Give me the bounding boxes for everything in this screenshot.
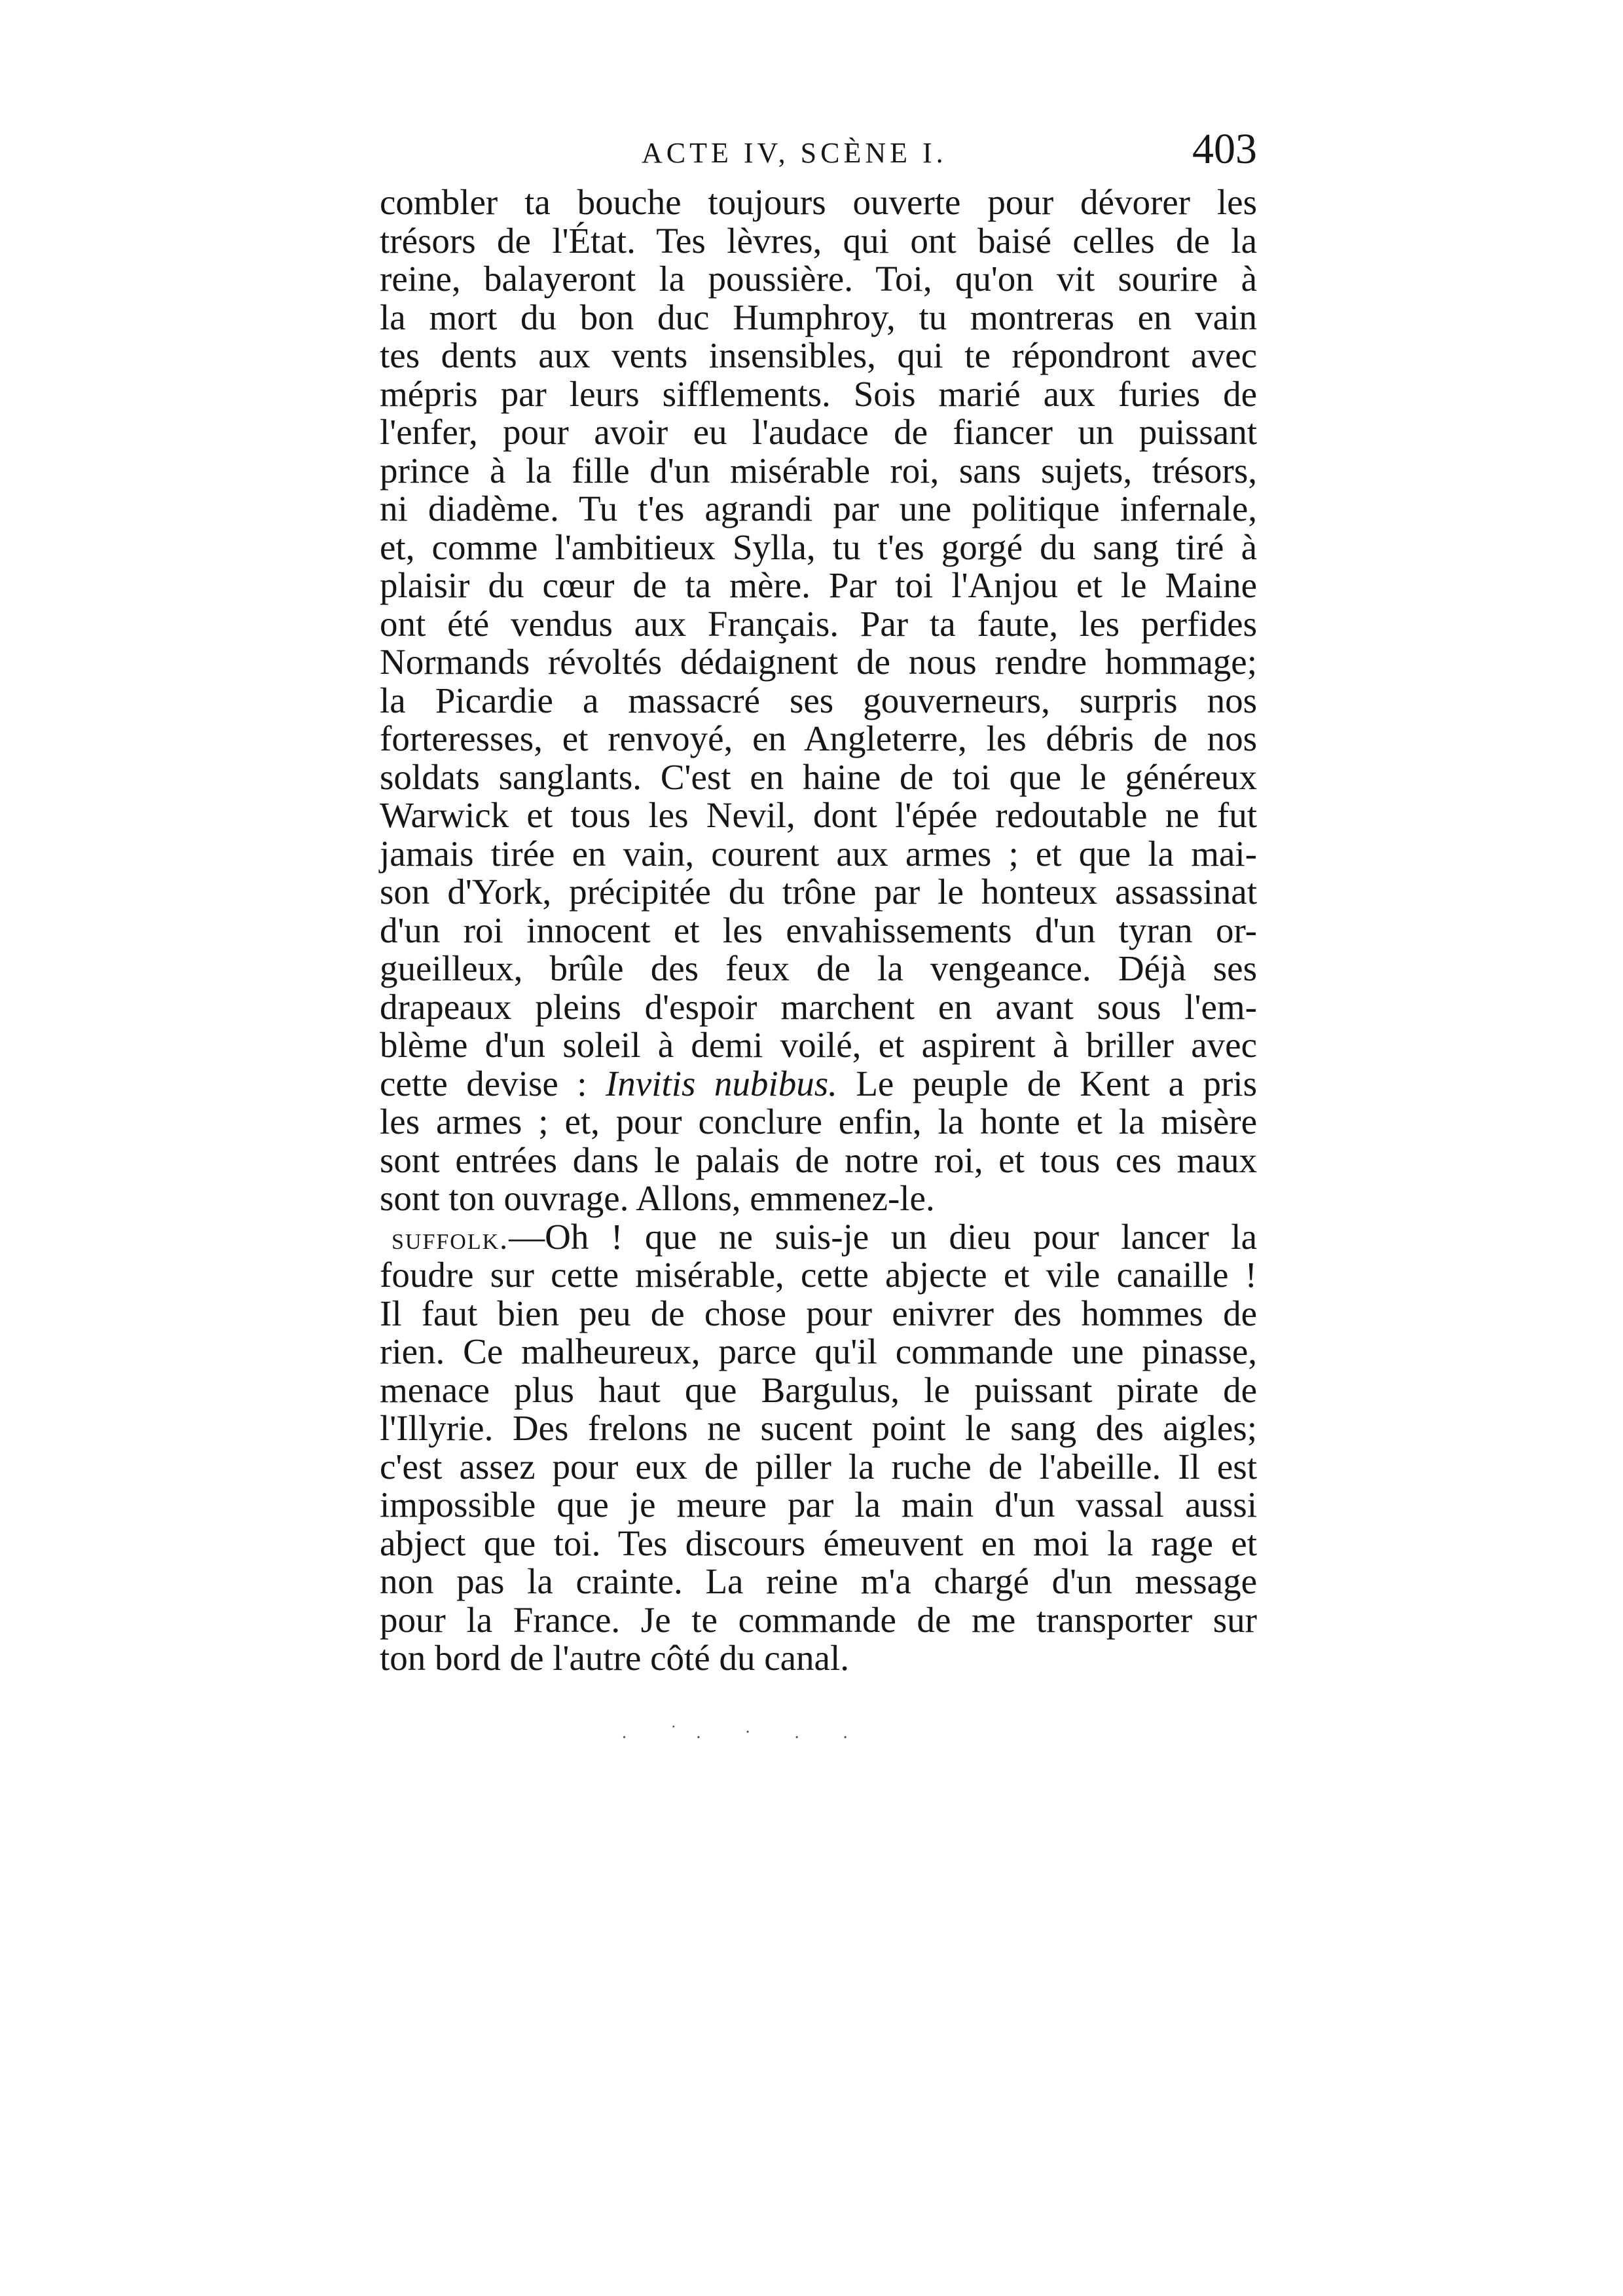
text-line: l'enfer, pour avoir eu l'audace de fiancer un puissant <box>380 412 1257 452</box>
text-line: plaisir du cœur de ta mère. Par toi l'Anjou et le Maine <box>380 565 1257 605</box>
text-line: sont entrées dans le palais de notre roi, et tous ces maux <box>380 1139 1257 1180</box>
text-line: non pas la crainte. La reine m'a chargé d'un message <box>380 1561 1257 1601</box>
text-line: c'est assez pour eux de piller la ruche de l'abeille. Il est <box>380 1446 1257 1487</box>
text-line: soldats sanglants. C'est en haine de toi que le généreux <box>380 756 1257 797</box>
text-line: impossible que je meure par la main d'un vassal aussi <box>380 1485 1257 1525</box>
text-line: reine, balayeront la poussière. Toi, qu'on vit sourire à <box>380 259 1257 299</box>
text-line: Warwick et tous les Nevil, dont l'épée redoutable ne fut <box>380 795 1257 835</box>
text-line: jamais tirée en vain, courent aux armes ; et que la mai- <box>380 833 1257 874</box>
text-line: mépris par leurs sifflements. Sois marié aux furies de <box>380 373 1257 414</box>
text-line: la mort du bon duc Humphroy, tu montreras en vain <box>380 297 1257 337</box>
text-line: forteresses, et renvoyé, en Angleterre, les débris de nos <box>380 718 1257 758</box>
text-line-paragraph-end: sont ton ouvrage. Allons, emmenez-le. <box>380 1178 935 1218</box>
body-text <box>380 183 1257 1678</box>
text-line: trésors de l'État. Tes lèvres, qui ont baisé celles de la <box>380 220 1257 261</box>
print-specks-decoration: . ˙. · . . <box>622 1722 867 1743</box>
text-line: menace plus haut que Bargulus, le puissant pirate de <box>380 1369 1257 1410</box>
text-line: ont été vendus aux Français. Par ta faute, les perfides <box>380 603 1257 644</box>
latin-motto: Invitis nubibus. <box>605 1063 837 1103</box>
motto-line <box>380 1065 1257 1103</box>
text-line: prince à la fille d'un misérable roi, sans sujets, trésors, <box>380 450 1257 491</box>
text-line: rien. Ce malheureux, parce qu'il commande une pinasse, <box>380 1331 1257 1371</box>
text-line: pour la France. Je te commande de me transporter sur <box>380 1599 1257 1640</box>
text-line: et, comme l'ambitieux Sylla, tu t'es gorgé du sang tiré à <box>380 527 1257 567</box>
suffolk-speech-start <box>380 1218 1257 1257</box>
text-line: combler ta bouche toujours ouverte pour dévorer les <box>380 182 1257 222</box>
motto-line-before: cette devise : <box>380 1063 606 1103</box>
running-head <box>380 124 1257 183</box>
text-line: foudre sur cette misérable, cette abjecte et vile canaille ! <box>380 1255 1257 1295</box>
text-line: d'un roi innocent et les envahissements d'un tyran or- <box>380 910 1257 950</box>
text-line: tes dents aux vents insensibles, qui te répondront avec <box>380 335 1257 375</box>
text-line: la Picardie a massacré ses gouverneurs, surpris nos <box>380 680 1257 720</box>
text-line: drapeaux pleins d'espoir marchent en avant sous l'em- <box>380 986 1257 1027</box>
page-number: 403 <box>1192 125 1257 173</box>
motto-line-after: Le peuple de Kent a pris <box>837 1063 1257 1103</box>
text-line-paragraph-end: ton bord de l'autre côté du canal. <box>380 1638 849 1678</box>
running-title: ACTE IV, SCÈNE I. <box>642 137 947 169</box>
text-line: ni diadème. Tu t'es agrandi par une politique infernale, <box>380 489 1257 528</box>
text-line: gueilleux, brûle des feux de la vengeance. Déjà ses <box>380 948 1257 988</box>
speech-opening: —Oh ! que ne suis-je un dieu pour lancer la <box>509 1216 1257 1257</box>
text-line: son d'York, précipitée du trône par le honteux assassinat <box>380 872 1257 912</box>
text-line: Normands révoltés dédaignent de nous rendre hommage; <box>380 642 1257 682</box>
text-line: les armes ; et, pour conclure enfin, la honte et la misère <box>380 1102 1257 1141</box>
text-line: blème d'un soleil à demi voilé, et aspirent à briller avec <box>380 1025 1257 1065</box>
text-line: Il faut bien peu de chose pour enivrer des hommes de <box>380 1293 1257 1333</box>
text-line: abject que toi. Tes discours émeuvent en moi la rage et <box>380 1523 1257 1563</box>
text-line: l'Illyrie. Des frelons ne sucent point le sang des aigles; <box>380 1408 1257 1448</box>
speaker-name: suffolk. <box>392 1221 509 1256</box>
